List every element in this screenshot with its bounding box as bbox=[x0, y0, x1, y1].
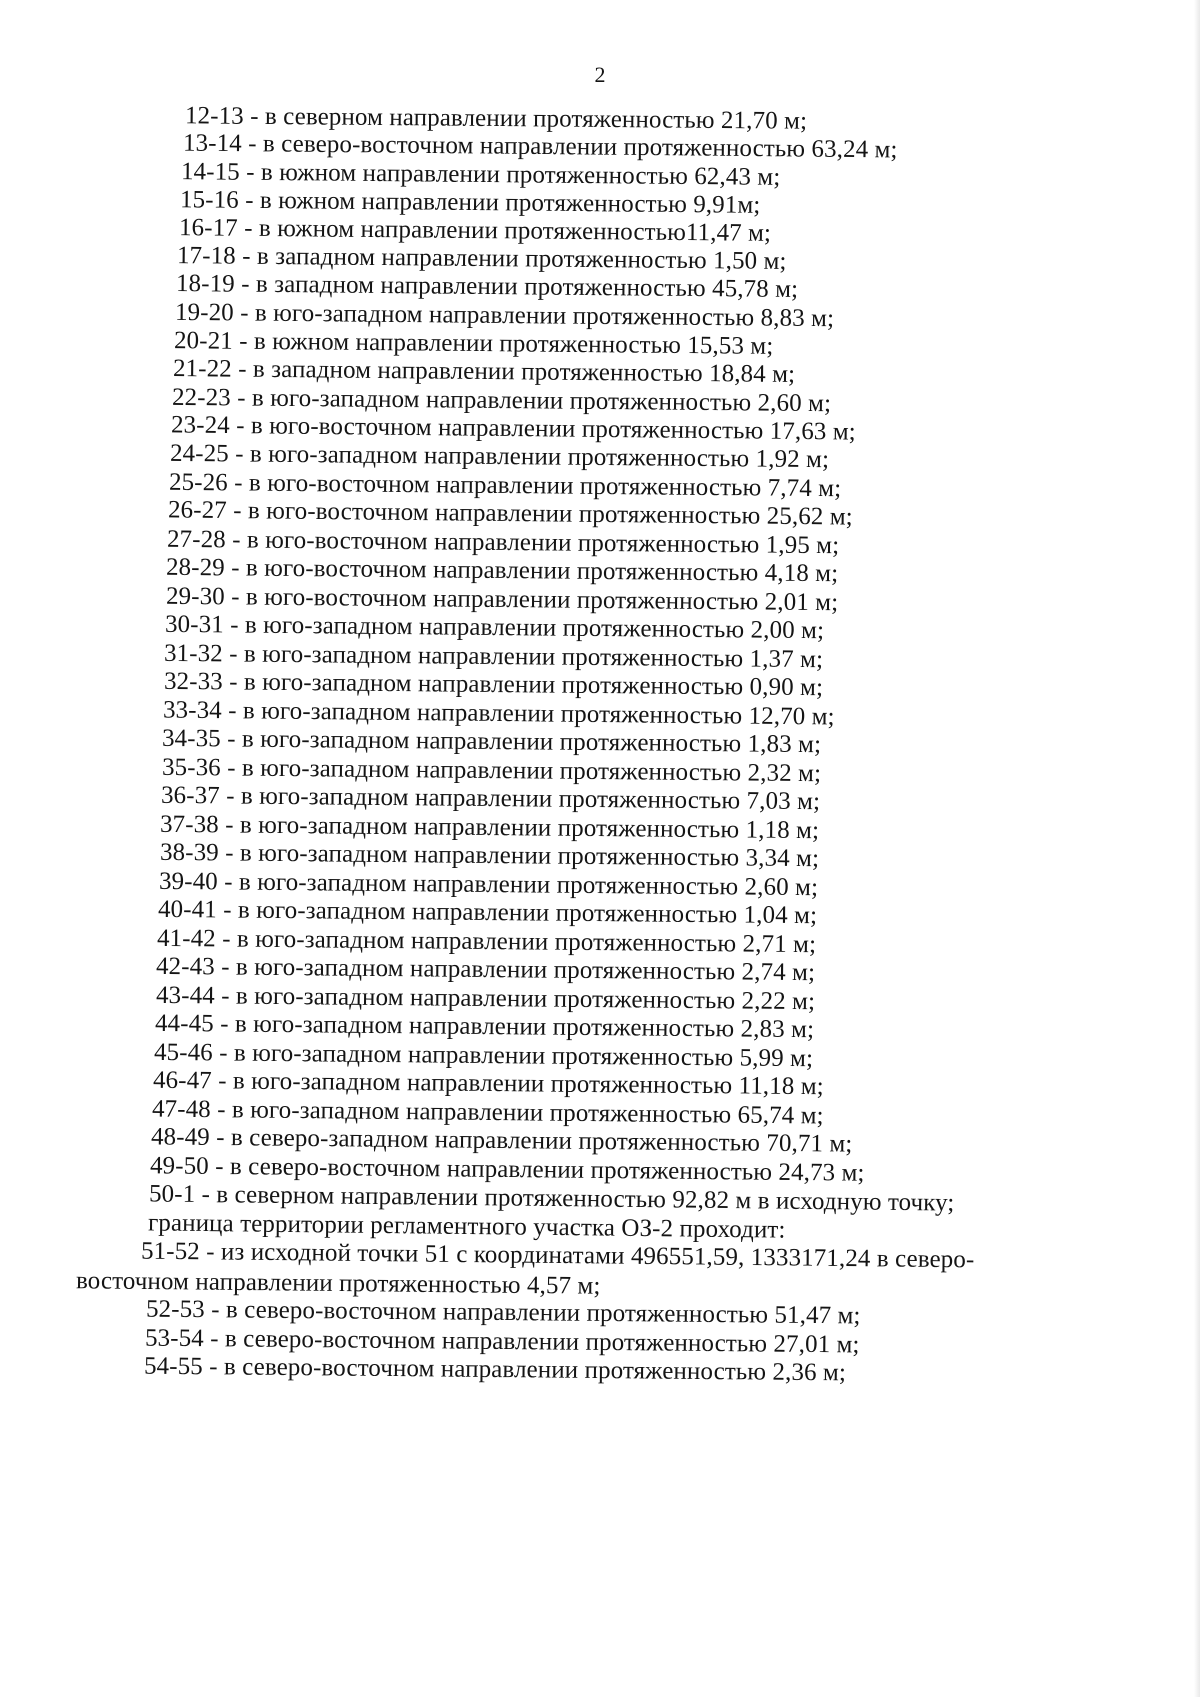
text-line: 19-20 - в юго-западном направлении протяженностью 8,83 м; bbox=[174, 298, 835, 333]
text-line: 47-48 - в юго-западном направлении протяженностью 65,74 м; bbox=[151, 1095, 824, 1130]
text-line: 43-44 - в юго-западном направлении протяженностью 2,22 м; bbox=[155, 981, 816, 1016]
page-number: 2 bbox=[594, 62, 606, 87]
text-line: граница территории регламентного участка ОЗ-2 проходит: bbox=[147, 1209, 786, 1244]
text-line: 24-25 - в юго-западном направлении протяженностью 1,92 м; bbox=[169, 439, 830, 474]
text-line: восточном направлении протяженностью 4,57 м; bbox=[75, 1267, 601, 1300]
scan-edge-shadow bbox=[1194, 0, 1200, 1697]
text-line: 54-55 - в северо-восточном направлении протяженностью 2,36 м; bbox=[143, 1352, 847, 1387]
text-line: 49-50 - в северо-восточном направлении протяженностью 24,73 м; bbox=[149, 1152, 865, 1187]
text-line: 18-19 - в западном направлении протяженностью 45,78 м; bbox=[175, 270, 799, 303]
text-line: 41-42 - в юго-западном направлении протяженностью 2,71 м; bbox=[156, 924, 817, 959]
text-line: 21-22 - в западном направлении протяженностью 18,84 м; bbox=[172, 355, 796, 388]
text-line: 16-17 - в южном направлении протяженностью11,47 м; bbox=[178, 214, 772, 247]
text-line: 23-24 - в юго-восточном направлении протяженностью 17,63 м; bbox=[170, 411, 856, 446]
text-line: 52-53 - в северо-восточном направлении протяженностью 51,47 м; bbox=[145, 1295, 861, 1330]
text-line: 46-47 - в юго-западном направлении протяженностью 11,18 м; bbox=[152, 1066, 824, 1101]
text-line: 37-38 - в юго-западном направлении протяженностью 1,18 м; bbox=[159, 810, 820, 845]
text-line: 45-46 - в юго-западном направлении протяженностью 5,99 м; bbox=[153, 1038, 814, 1073]
text-line: 20-21 - в южном направлении протяженностью 15,53 м; bbox=[173, 327, 774, 360]
text-line: 44-45 - в юго-западном направлении протяженностью 2,83 м; bbox=[154, 1009, 815, 1044]
text-line: 31-32 - в юго-западном направлении протяженностью 1,37 м; bbox=[163, 639, 824, 674]
text-line: 14-15 - в южном направлении протяженностью 62,43 м; bbox=[180, 158, 781, 191]
text-line: 17-18 - в западном направлении протяженностью 1,50 м; bbox=[176, 242, 787, 275]
text-line: 48-49 - в северо-западном направлении протяженностью 70,71 м; bbox=[150, 1123, 853, 1158]
text-line: 26-27 - в юго-восточном направлении протяженностью 25,62 м; bbox=[167, 496, 853, 531]
text-line: 29-30 - в юго-восточном направлении протяженностью 2,01 м; bbox=[165, 582, 839, 617]
text-line: 12-13 - в северном направлении протяженностью 21,70 м; bbox=[184, 102, 808, 135]
text-line: 35-36 - в юго-западном направлении протяженностью 2,32 м; bbox=[161, 753, 822, 788]
text-line: 25-26 - в юго-восточном направлении протяженностью 7,74 м; bbox=[168, 468, 842, 503]
text-line: 28-29 - в юго-восточном направлении протяженностью 4,18 м; bbox=[165, 553, 839, 588]
text-line: 15-16 - в южном направлении протяженностью 9,91м; bbox=[179, 186, 761, 219]
text-line: 33-34 - в юго-западном направлении протяженностью 12,70 м; bbox=[162, 696, 835, 731]
text-line: 30-31 - в юго-западном направлении протяженностью 2,00 м; bbox=[164, 610, 825, 645]
text-line: 38-39 - в юго-западном направлении протяженностью 3,34 м; bbox=[159, 838, 820, 873]
text-line: 39-40 - в юго-западном направлении протяженностью 2,60 м; bbox=[158, 867, 819, 902]
text-line: 42-43 - в юго-западном направлении протяженностью 2,74 м; bbox=[155, 952, 816, 987]
text-line: 34-35 - в юго-западном направлении протяженностью 1,83 м; bbox=[161, 724, 822, 759]
text-line: 32-33 - в юго-западном направлении протяженностью 0,90 м; bbox=[163, 667, 824, 702]
text-line: 40-41 - в юго-западном направлении протяженностью 1,04 м; bbox=[157, 895, 818, 930]
text-line: 50-1 - в северном направлении протяженностью 92,82 м в исходную точку; bbox=[148, 1180, 955, 1217]
text-line: 27-28 - в юго-восточном направлении протяженностью 1,95 м; bbox=[166, 525, 840, 560]
text-line: 13-14 - в северо-восточном направлении протяженностью 63,24 м; bbox=[182, 129, 898, 164]
text-line: 22-23 - в юго-западном направлении протяженностью 2,60 м; bbox=[171, 383, 832, 418]
text-line: 36-37 - в юго-западном направлении протяженностью 7,03 м; bbox=[160, 781, 821, 816]
text-line: 51-52 - из исходной точки 51 с координатами 496551,59, 1333171,24 в северо- bbox=[140, 1237, 975, 1274]
text-line: 53-54 - в северо-восточном направлении протяженностью 27,01 м; bbox=[144, 1324, 860, 1359]
